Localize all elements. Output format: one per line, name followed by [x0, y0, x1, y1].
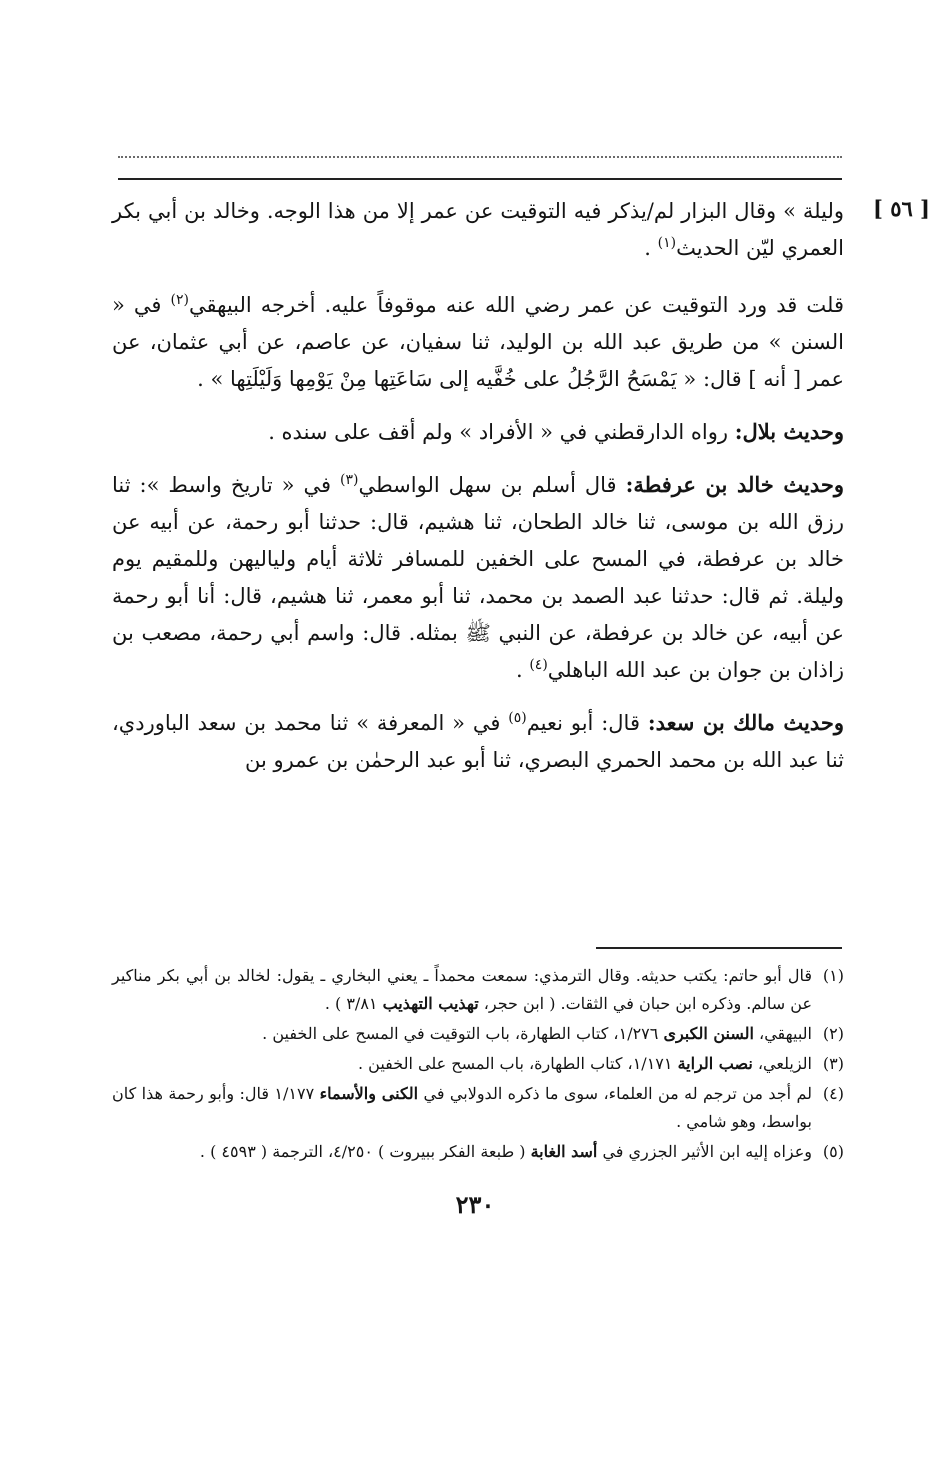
footnote-number: (١) — [822, 966, 844, 985]
paragraph-text-b: في « السنن » من طريق عبد الله بن الوليد، ثنا سفيان، عن عاصم، عن أبي عثمان، عن عمر [ أنه ] قال: « يَمْسَحُ الرَّجُلُ على خُفَّيه إلى سَاعَتِها مِنْ يَوْمِها وَلَيْلَتِها » . — [112, 293, 844, 391]
footnote-book-title: أسد الغابة — [530, 1142, 598, 1161]
footnote-text-a: قال أبو حاتم: يكتب حديثه. وقال الترمذي: سمعت محمداً ـ يعني البخاري ـ يقول: لخالد بن أبي بكر مناكير عن سالم. وذكره ابن حبان في الثقات. ( ابن حجر، — [112, 966, 812, 1013]
footnote-number: (٥) — [822, 1142, 844, 1161]
footnote-number: (٣) — [822, 1054, 844, 1073]
paragraph-lead: وحديث خالد بن عرفطة: — [625, 472, 844, 497]
footnote-book-title: الكنى والأسماء — [319, 1084, 419, 1103]
footnote-number: (٢) — [822, 1024, 844, 1043]
footnote-text-b: ١/٢٧٦، كتاب الطهارة، باب التوقيت في المسح على الخفين . — [262, 1024, 664, 1043]
paragraph-text-a: قال: أبو نعيم — [526, 711, 648, 735]
paragraph-end: . — [515, 658, 530, 682]
footnote-book-title: نصب الراية — [677, 1054, 753, 1073]
paragraph-text: وليلة » وقال البزار لم/يذكر فيه التوقيت عن عمر إلا من هذا الوجه. وخالد بن أبي بكر العمري ليّن الحديث — [112, 199, 844, 260]
paragraph-lead: وحديث بلال: — [734, 419, 844, 444]
footnote-text-b: ٣/٨١ ) . — [324, 994, 383, 1013]
paragraph-text: رواه الدارقطني في « الأفراد » ولم أقف على سنده . — [268, 420, 735, 444]
paragraph-end: . — [644, 236, 658, 260]
footnote-ref-2: (٢) — [170, 292, 190, 308]
footnote-text-b: ( طبعة الفكر ببيروت ) ٤/٢٥٠، الترجمة ( ٤٥٩٣ ) . — [199, 1142, 531, 1161]
paragraph-text-b: في « المعرفة » ثنا محمد بن سعد الباوردي، ثنا عبد الله بن محمد الحمري البصري، ثنا أبو عبد الرحمٰن بن عمرو بن — [112, 711, 844, 772]
footnote-ref-1: (١) — [657, 235, 677, 251]
page-number: ٢٣٠ — [455, 1190, 495, 1219]
paragraph-text-a: قال أسلم بن سهل الواسطي — [358, 473, 626, 497]
footnote-3 — [112, 1050, 844, 1078]
footnote-ref-4: (٤) — [529, 657, 548, 673]
dotted-separator — [118, 156, 842, 158]
footnote-book-title: السنن الكبرى — [663, 1024, 754, 1043]
paragraph-bayhaqi — [112, 287, 844, 398]
footnote-1 — [112, 962, 844, 1018]
paragraph-lead: وحديث مالك بن سعد: — [647, 710, 844, 735]
footnote-text-b: ١/١٧١، كتاب الطهارة، باب المسح على الخفين . — [358, 1054, 678, 1073]
footnote-4 — [112, 1080, 844, 1136]
header-rule — [118, 178, 842, 180]
paragraph-malik — [112, 704, 844, 779]
footnote-text-a: لم أجد من ترجم له من العلماء، سوى ما ذكره الدولابي في — [418, 1084, 813, 1103]
original-page-reference: [ ٥٦ ] — [872, 196, 930, 221]
footnote-number: (٤) — [822, 1084, 844, 1103]
paragraph-khalid — [112, 466, 844, 689]
footnote-text-b: ١/١٧٧ قال: وأبو رحمة هذا كان بواسط، وهو شامي . — [112, 1084, 812, 1131]
footnote-ref-3: (٣) — [339, 472, 359, 488]
main-text — [112, 193, 844, 794]
paragraph-text-a: قلت قد ورد التوقيت عن عمر رضي الله عنه موقوفاً عليه. أخرجه البيهقي — [189, 293, 844, 317]
paragraph-bilal — [112, 413, 844, 451]
footnote-separator — [596, 947, 842, 949]
footnote-2 — [112, 1020, 844, 1048]
footnotes — [112, 962, 844, 1168]
footnote-text-a: الزيلعي، — [752, 1054, 812, 1073]
footnote-text-a: البيهقي، — [753, 1024, 812, 1043]
footnote-text-a: وعزاه إليه ابن الأثير الجزري في — [597, 1142, 812, 1161]
footnote-book-title: تهذيب التهذيب — [382, 994, 479, 1013]
paragraph-continuation — [112, 193, 844, 267]
paragraph-text-b: في « تاريخ واسط »: ثنا رزق الله بن موسى، ثنا خالد الطحان، ثنا هشيم، قال: حدثنا أبو رحمة، عن أبيه عن خالد بن عرفطة، في المسح على الخفين للمسافر ثلاثة أيام ولياليهن وللمقيم يوم وليلة. ثم قال: حدثنا عبد الصمد بن محمد، ثنا أبو معمر، ثنا هشيم، قال: أنا أبو رحمة عن أبيه، عن خالد بن عرفطة، عن النبي ﷺ بمثله. قال: واسم أبي رحمة، مصعب بن زاذان بن جوان بن عبد الله الباهلي — [112, 473, 844, 682]
footnote-5 — [112, 1138, 844, 1166]
footnote-ref-5: (٥) — [508, 710, 527, 726]
